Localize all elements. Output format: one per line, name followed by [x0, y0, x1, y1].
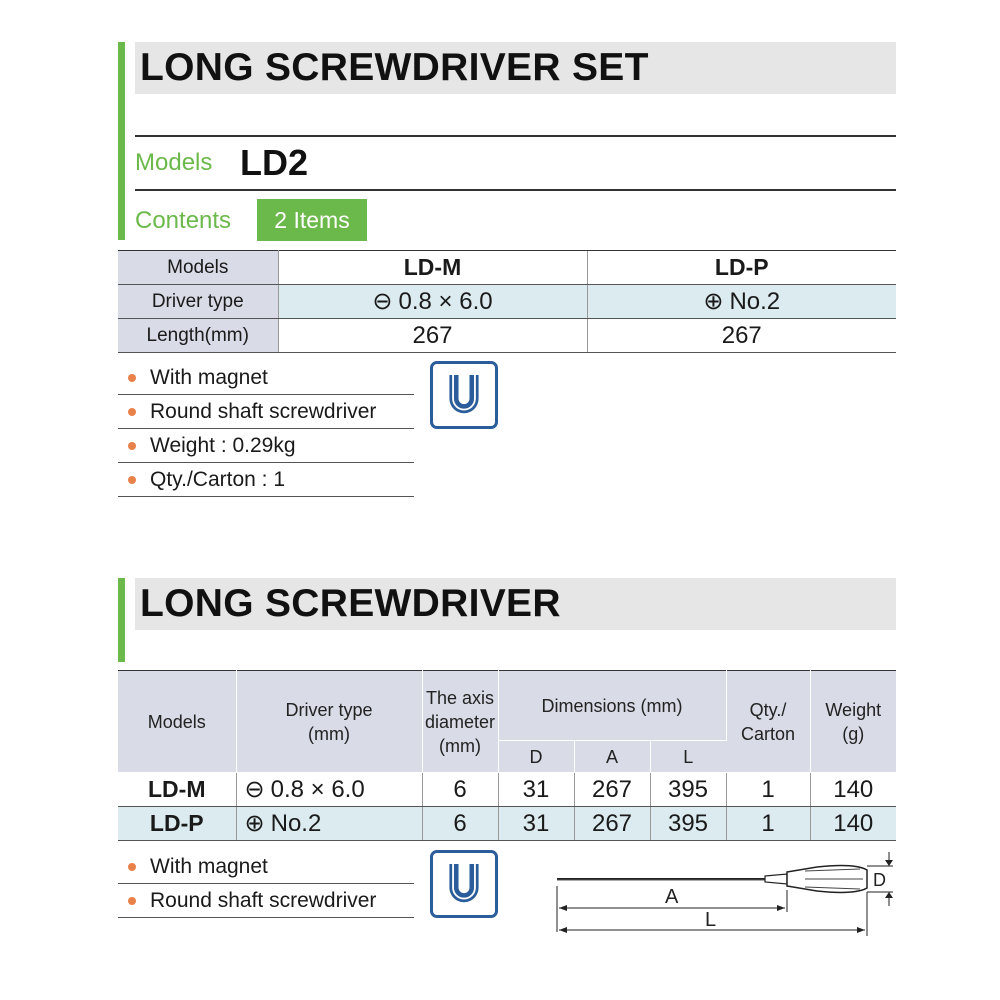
table-row — [118, 285, 896, 319]
dim-d-cell: 31 — [498, 773, 574, 807]
set-feature-list — [118, 361, 414, 497]
contents-badge: 2 Items — [257, 199, 367, 241]
header-models: Models — [118, 671, 236, 773]
bullet-icon — [128, 408, 136, 416]
header-weight: Weight (g) — [810, 671, 896, 773]
divider — [135, 189, 896, 191]
table-row — [118, 251, 896, 285]
dim-l-cell: 395 — [650, 773, 726, 807]
contents-label: Contents — [135, 207, 232, 234]
driver-type-cell — [587, 285, 896, 319]
divider — [135, 135, 896, 137]
screwdriver-dimension-diagram — [555, 850, 900, 940]
list-item — [118, 429, 414, 463]
set-spec-table — [118, 250, 896, 353]
length-cell: 267 — [278, 319, 587, 353]
feature-text: With magnet — [150, 855, 268, 878]
row-label: Driver type — [118, 285, 278, 319]
header-dim-d: D — [498, 741, 574, 773]
slotted-symbol-icon: ⊖ — [244, 776, 265, 803]
header-driver-type: Driver type (mm) — [236, 671, 422, 773]
list-item — [118, 463, 414, 497]
model-cell: LD-M — [278, 251, 587, 285]
driver-type-value: 0.8 × 6.0 — [398, 288, 493, 315]
list-item — [118, 850, 414, 884]
bullet-icon — [128, 476, 136, 484]
section-accent-bar — [118, 578, 125, 662]
axis-cell: 6 — [422, 807, 498, 841]
header-dimensions: Dimensions (mm) — [498, 671, 726, 741]
dim-a-label: A — [665, 886, 679, 908]
dim-d-label: D — [873, 870, 886, 890]
header-qty: Qty./ Carton — [726, 671, 810, 773]
models-value: LD2 — [240, 142, 309, 183]
feature-text: Weight : 0.29kg — [150, 434, 296, 457]
section-accent-bar — [118, 42, 125, 240]
weight-cell: 140 — [810, 807, 896, 841]
header-dim-a: A — [574, 741, 650, 773]
models-label: Models — [135, 149, 213, 176]
list-item — [118, 884, 414, 918]
model-cell: LD-P — [587, 251, 896, 285]
magnet-icon — [430, 850, 498, 918]
list-item — [118, 395, 414, 429]
table-header-row — [118, 671, 896, 741]
header-dim-l: L — [650, 741, 726, 773]
single-section-title: LONG SCREWDRIVER — [135, 578, 896, 630]
qty-cell: 1 — [726, 807, 810, 841]
phillips-symbol-icon: ⊕ — [703, 288, 724, 315]
feature-text: Round shaft screwdriver — [150, 889, 377, 912]
list-item — [118, 361, 414, 395]
table-row — [118, 773, 896, 807]
dim-a-cell: 267 — [574, 807, 650, 841]
driver-type-cell — [236, 807, 422, 841]
dim-a-cell: 267 — [574, 773, 650, 807]
slotted-symbol-icon: ⊖ — [372, 288, 393, 315]
phillips-symbol-icon: ⊕ — [244, 810, 265, 837]
qty-cell: 1 — [726, 773, 810, 807]
header-axis-diameter: The axis diameter (mm) — [422, 671, 498, 773]
model-cell: LD-P — [118, 807, 236, 841]
length-cell: 267 — [587, 319, 896, 353]
bullet-icon — [128, 897, 136, 905]
row-label: Models — [118, 251, 278, 285]
single-feature-list — [118, 850, 414, 918]
axis-cell: 6 — [422, 773, 498, 807]
feature-text: Qty./Carton : 1 — [150, 468, 285, 491]
set-section-title: LONG SCREWDRIVER SET — [135, 42, 896, 94]
driver-type-value: No.2 — [729, 288, 781, 315]
bullet-icon — [128, 863, 136, 871]
model-cell: LD-M — [118, 773, 236, 807]
dim-d-cell: 31 — [498, 807, 574, 841]
dim-l-cell: 395 — [650, 807, 726, 841]
weight-cell: 140 — [810, 773, 896, 807]
driver-type-cell — [236, 773, 422, 807]
single-spec-table — [118, 670, 896, 841]
table-row — [118, 319, 896, 353]
driver-type-value: 0.8 × 6.0 — [270, 776, 365, 803]
bullet-icon — [128, 442, 136, 450]
driver-type-cell — [278, 285, 587, 319]
ferrule-shape — [765, 874, 787, 884]
driver-type-value: No.2 — [270, 810, 322, 837]
bullet-icon — [128, 374, 136, 382]
feature-text: Round shaft screwdriver — [150, 400, 377, 423]
dim-l-label: L — [705, 909, 717, 931]
feature-text: With magnet — [150, 366, 268, 389]
magnet-icon — [430, 361, 498, 429]
table-row — [118, 807, 896, 841]
row-label: Length(mm) — [118, 319, 278, 353]
